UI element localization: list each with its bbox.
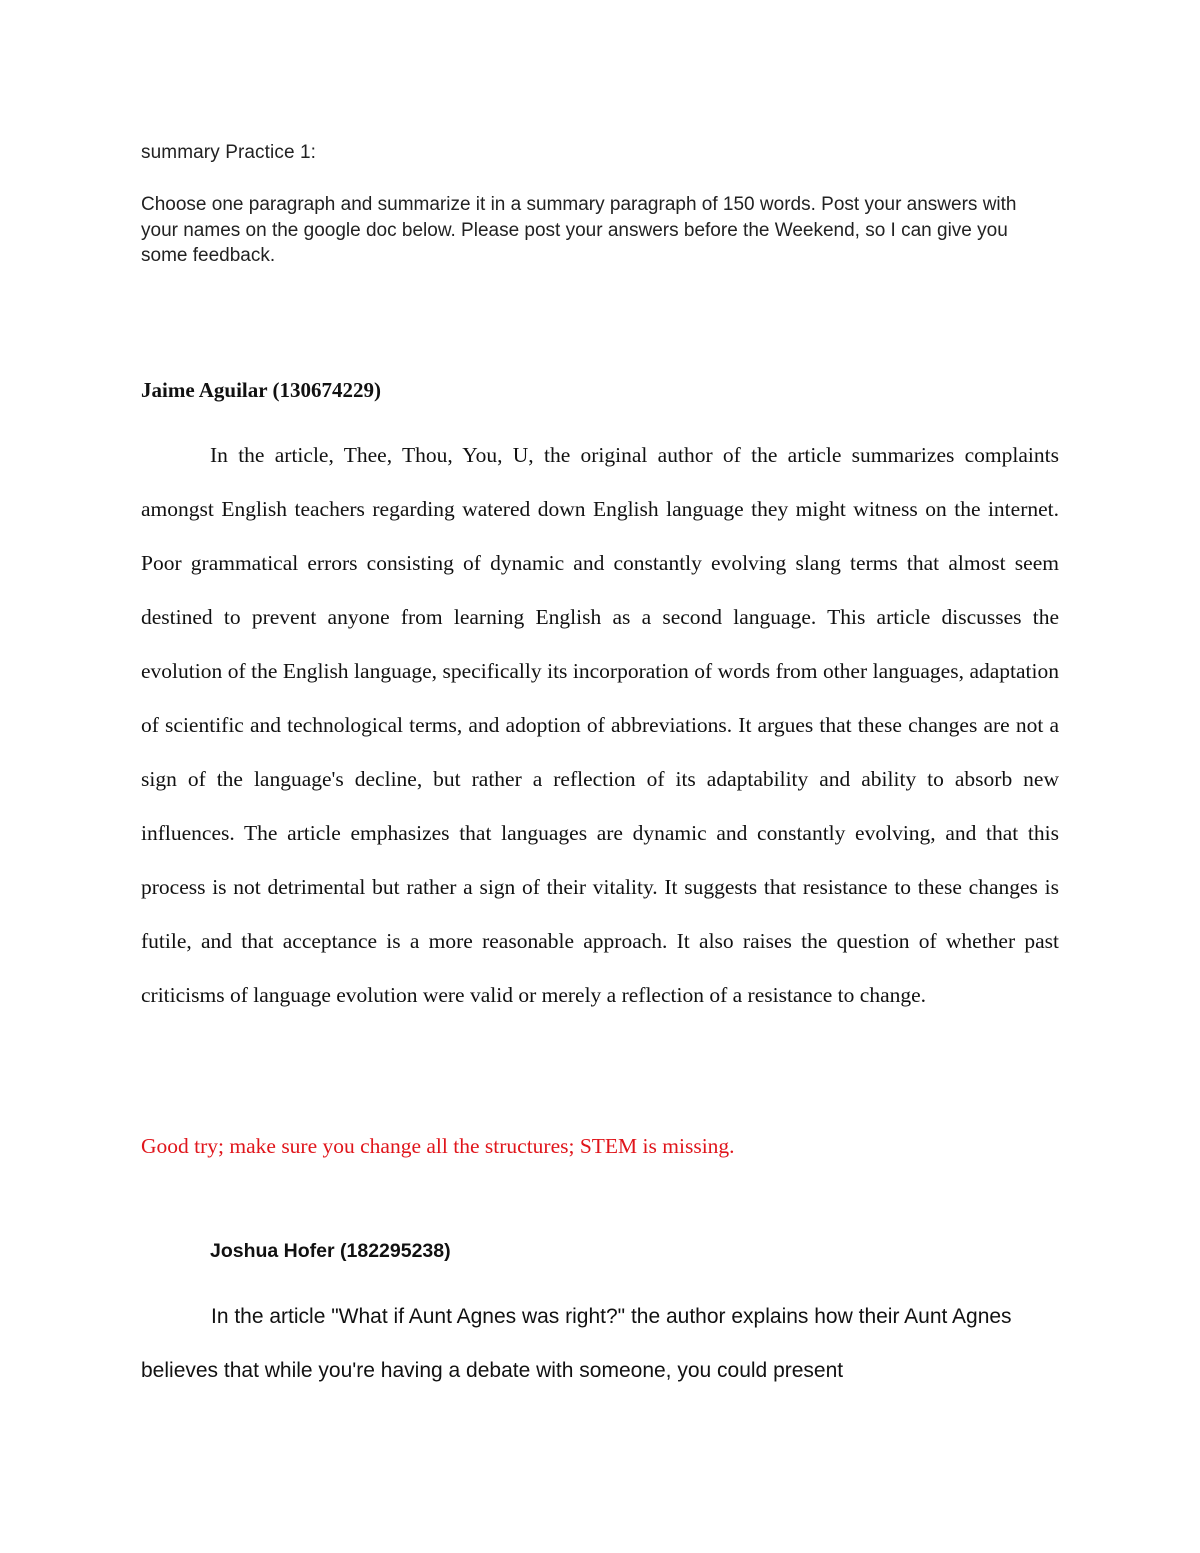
instructions-text: Choose one paragraph and summarize it in a summary paragraph of 150 words. Post your answers with your names on the google doc below. Please post your answers before the Weekend, so I can give you some feedback. xyxy=(141,194,1017,266)
submission-summary-text: In the article "What if Aunt Agnes was right?" the author explains how their Aunt Agnes believes that while you're having a debate with someone, you could present xyxy=(141,1305,1012,1382)
assignment-instructions xyxy=(141,192,1041,269)
instructor-feedback: Good try; make sure you change all the structures; STEM is missing. xyxy=(141,1134,735,1158)
submission-author-name: Jaime Aguilar (130674229) xyxy=(141,378,381,402)
submission-summary-text: In the article, Thee, Thou, You, U, the original author of the article summarizes complaints amongst English teachers regarding watered down English language they might witness on the internet. Poor grammatical errors consisting of dynamic and constantly evolving slang terms that almost seem destined to prevent anyone from learning English as a second language. This article discusses the evolution of the English language, specifically its incorporation of words from other languages, adaptation of scientific and technological terms, and adoption of abbreviations. It argues that these changes are not a sign of the language's decline, but rather a reflection of its adaptability and ability to absorb new influences. The article emphasizes that languages are dynamic and constantly evolving, and that this process is not detrimental but rather a sign of their vitality. It suggests that resistance to these changes is futile, and that acceptance is a more reasonable approach. It also raises the question of whether past criticisms of language evolution were valid or merely a reflection of a resistance to change. xyxy=(141,443,1059,1007)
assignment-title: summary Practice 1: xyxy=(141,142,317,163)
submission-author-name: Joshua Hofer (182295238) xyxy=(210,1240,451,1262)
